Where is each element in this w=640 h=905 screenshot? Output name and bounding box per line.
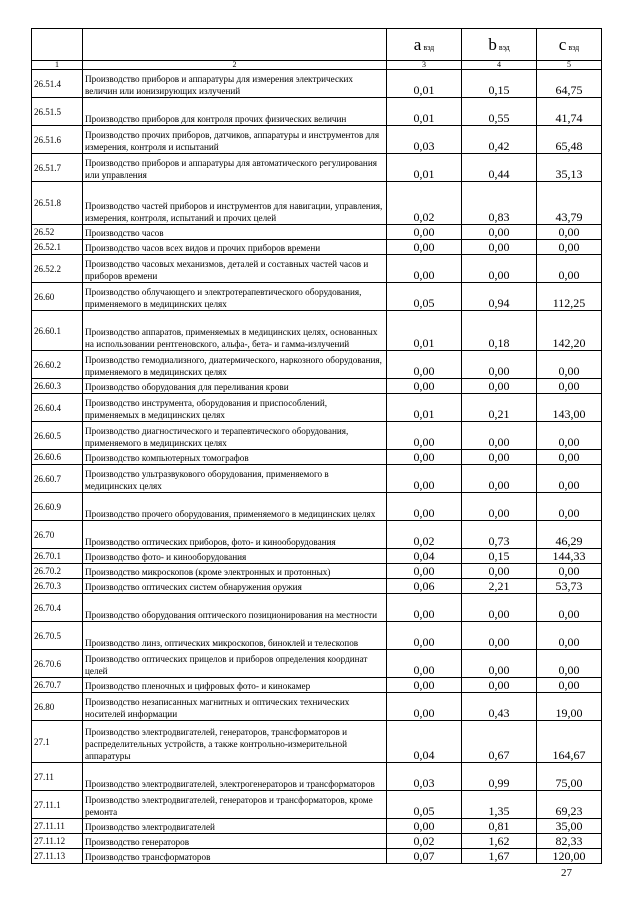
page-number: 27 [561,867,572,879]
row-value-c: 64,75 [537,70,602,98]
header-b-main: b [488,34,497,54]
row-value-c: 0,00 [537,450,602,465]
table-row [32,693,602,721]
row-code: 27.11.13 [32,849,83,864]
row-name: Производство генераторов [83,834,387,849]
row-value-b: 0,00 [462,465,537,493]
row-name: Производство оборудования для переливания крови [83,379,387,394]
row-name: Производство оптических приборов, фото- и кинооборудования [83,521,387,549]
row-value-c: 41,74 [537,98,602,126]
row-value-c: 0,00 [537,493,602,521]
row-value-c: 0,00 [537,240,602,255]
row-value-a: 0,00 [387,450,462,465]
row-value-a: 0,02 [387,182,462,225]
row-name: Производство часов всех видов и прочих приборов времени [83,240,387,255]
table-row [32,579,602,594]
coefficients-table [31,28,602,864]
table-row [32,255,602,283]
row-name: Производство приборов и аппаратуры для автоматического регулирования или управления [83,154,387,182]
row-value-a: 0,00 [387,693,462,721]
table-row [32,493,602,521]
row-value-b: 0,15 [462,70,537,98]
row-name: Производство незаписанных магнитных и оптических технических носителей информации [83,693,387,721]
row-value-a: 0,00 [387,564,462,579]
row-value-c: 0,00 [537,678,602,693]
row-name: Производство электродвигателей, электрогенераторов и трансформаторов [83,763,387,791]
row-value-a: 0,04 [387,549,462,564]
table-row [32,154,602,182]
row-value-b: 1,67 [462,849,537,864]
row-name: Производство компьютерных томографов [83,450,387,465]
row-name: Производство ультразвукового оборудования, применяемого в медицинских целях [83,465,387,493]
row-name: Производство фото- и кинооборудования [83,549,387,564]
table-row [32,450,602,465]
table-row [32,678,602,693]
row-value-b: 0,00 [462,351,537,379]
row-value-a: 0,01 [387,311,462,351]
header-row [32,29,602,61]
header-b-sub: вэд [498,42,510,52]
row-value-c: 0,00 [537,465,602,493]
table-row [32,763,602,791]
row-value-b: 1,62 [462,834,537,849]
row-value-b: 2,21 [462,579,537,594]
row-value-c: 0,00 [537,379,602,394]
row-name: Производство инструмента, оборудования и приспособлений, применяемых в медицинских целях [83,394,387,422]
table-row [32,225,602,240]
row-value-b: 0,00 [462,678,537,693]
row-name: Производство оптических систем обнаружения оружия [83,579,387,594]
table-row [32,379,602,394]
row-value-b: 0,42 [462,126,537,154]
row-name: Производство облучающего и электротерапевтического оборудования, применяемого в медицинских целях [83,283,387,311]
row-value-c: 35,13 [537,154,602,182]
row-name: Производство частей приборов и инструментов для навигации, управления, измерения, контроля, испытаний и прочих целей [83,182,387,225]
row-value-a: 0,00 [387,819,462,834]
row-code: 27.11.11 [32,819,83,834]
row-name: Производство приборов для контроля прочих физических величин [83,98,387,126]
row-value-b: 1,35 [462,791,537,819]
row-name: Производство электродвигателей, генераторов, трансформаторов и распределительных устройств, а также контрольно-измерительной аппаратуры [83,721,387,763]
row-value-b: 0,73 [462,521,537,549]
row-value-b: 0,00 [462,564,537,579]
column-number-2: 2 [83,61,387,70]
row-code: 26.70.6 [32,650,83,678]
row-value-c: 0,00 [537,622,602,650]
row-value-b: 0,00 [462,240,537,255]
row-value-a: 0,07 [387,849,462,864]
row-name: Производство часовых механизмов, деталей и составных частей часов и приборов времени [83,255,387,283]
row-value-a: 0,03 [387,763,462,791]
row-code: 27.1 [32,721,83,763]
table-row [32,182,602,225]
row-value-a: 0,00 [387,493,462,521]
row-value-c: 19,00 [537,693,602,721]
row-value-c: 0,00 [537,594,602,622]
row-value-a: 0,00 [387,379,462,394]
table-row [32,465,602,493]
row-code: 26.60 [32,283,83,311]
table-row [32,834,602,849]
row-value-c: 120,00 [537,849,602,864]
table-row [32,849,602,864]
row-name: Производство оптических прицелов и приборов определения координат целей [83,650,387,678]
table-row [32,240,602,255]
row-code: 26.60.9 [32,493,83,521]
row-value-a: 0,00 [387,240,462,255]
row-value-c: 0,00 [537,351,602,379]
row-code: 26.70.3 [32,579,83,594]
row-name: Производство трансформаторов [83,849,387,864]
row-value-a: 0,03 [387,126,462,154]
row-value-c: 0,00 [537,422,602,450]
header-code [32,29,83,61]
row-value-c: 142,20 [537,311,602,351]
row-code: 26.70.5 [32,622,83,650]
header-b [462,29,537,61]
table-row [32,650,602,678]
row-code: 27.11.1 [32,791,83,819]
row-name: Производство линз, оптических микроскопов, биноклей и телескопов [83,622,387,650]
row-value-c: 164,67 [537,721,602,763]
header-a-main: a [413,34,422,54]
row-code: 26.52.1 [32,240,83,255]
row-value-a: 0,00 [387,422,462,450]
table-row [32,549,602,564]
column-number-3: 3 [387,61,462,70]
row-value-c: 82,33 [537,834,602,849]
header-a [387,29,462,61]
row-value-b: 0,18 [462,311,537,351]
row-value-a: 0,00 [387,678,462,693]
row-value-c: 144,33 [537,549,602,564]
row-code: 26.60.2 [32,351,83,379]
row-name: Производство электродвигателей, генераторов и трансформаторов, кроме ремонта [83,791,387,819]
row-value-a: 0,01 [387,98,462,126]
row-code: 26.70.1 [32,549,83,564]
table-row [32,622,602,650]
header-c [537,29,602,61]
row-value-b: 0,00 [462,493,537,521]
row-code: 26.51.6 [32,126,83,154]
row-value-b: 0,00 [462,650,537,678]
row-value-c: 69,23 [537,791,602,819]
row-value-c: 75,00 [537,763,602,791]
row-value-b: 0,15 [462,549,537,564]
table-row [32,98,602,126]
row-value-c: 112,25 [537,283,602,311]
row-name: Производство диагностического и терапевтического оборудования, применяемого в медицинских целях [83,422,387,450]
row-code: 26.52.2 [32,255,83,283]
column-number-row [32,61,602,70]
row-value-a: 0,05 [387,283,462,311]
row-value-c: 0,00 [537,564,602,579]
row-code: 26.60.6 [32,450,83,465]
row-code: 27.11 [32,763,83,791]
row-code: 26.70.7 [32,678,83,693]
row-name: Производство прочего оборудования, применяемого в медицинских целях [83,493,387,521]
row-value-a: 0,05 [387,791,462,819]
row-name: Производство часов [83,225,387,240]
row-value-c: 35,00 [537,819,602,834]
row-value-b: 0,00 [462,622,537,650]
row-value-a: 0,04 [387,721,462,763]
row-name: Производство пленочных и цифровых фото- и кинокамер [83,678,387,693]
table-row [32,394,602,422]
table-row [32,422,602,450]
table-body [32,70,602,864]
row-code: 26.51.8 [32,182,83,225]
row-value-c: 0,00 [537,650,602,678]
row-value-a: 0,02 [387,521,462,549]
row-code: 26.70.2 [32,564,83,579]
row-code: 26.52 [32,225,83,240]
row-value-a: 0,06 [387,579,462,594]
row-value-a: 0,00 [387,351,462,379]
document-page [31,28,601,864]
row-value-b: 0,44 [462,154,537,182]
row-value-a: 0,00 [387,594,462,622]
row-code: 26.51.4 [32,70,83,98]
row-value-b: 0,00 [462,225,537,240]
table-row [32,564,602,579]
row-value-b: 0,99 [462,763,537,791]
row-value-c: 43,79 [537,182,602,225]
row-value-b: 0,81 [462,819,537,834]
table-row [32,351,602,379]
row-code: 26.60.3 [32,379,83,394]
column-number-1: 1 [32,61,83,70]
row-value-b: 0,83 [462,182,537,225]
row-value-c: 0,00 [537,255,602,283]
row-value-c: 0,00 [537,225,602,240]
row-code: 26.51.7 [32,154,83,182]
row-name: Производство оборудования оптического позиционирования на местности [83,594,387,622]
row-name: Производство прочих приборов, датчиков, аппаратуры и инструментов для измерения, контроля и испытаний [83,126,387,154]
row-value-b: 0,55 [462,98,537,126]
row-code: 26.80 [32,693,83,721]
header-a-sub: вэд [423,42,435,52]
row-name: Производство электродвигателей [83,819,387,834]
column-number-5: 5 [537,61,602,70]
row-value-a: 0,02 [387,834,462,849]
row-value-a: 0,00 [387,622,462,650]
row-code: 26.60.1 [32,311,83,351]
row-name: Производство аппаратов, применяемых в медицинских целях, основанных на использовании рентгеновского, альфа-, бета- и гамма-излучений [83,311,387,351]
row-code: 26.51.5 [32,98,83,126]
row-value-a: 0,00 [387,465,462,493]
table-row [32,791,602,819]
row-value-b: 0,00 [462,379,537,394]
table-row [32,594,602,622]
table-row [32,126,602,154]
row-value-a: 0,01 [387,70,462,98]
table-row [32,283,602,311]
table-row [32,521,602,549]
header-c-sub: вэд [568,42,580,52]
table-row [32,819,602,834]
row-code: 26.60.5 [32,422,83,450]
row-value-c: 46,29 [537,521,602,549]
header-c-main: c [558,34,567,54]
row-name: Производство приборов и аппаратуры для измерения электрических величин или ионизирующих излучений [83,70,387,98]
row-value-b: 0,94 [462,283,537,311]
row-value-b: 0,00 [462,450,537,465]
row-value-c: 65,48 [537,126,602,154]
row-value-c: 53,73 [537,579,602,594]
row-name: Производство микроскопов (кроме электронных и протонных) [83,564,387,579]
row-value-b: 0,67 [462,721,537,763]
row-value-b: 0,21 [462,394,537,422]
table-row [32,311,602,351]
row-value-b: 0,00 [462,422,537,450]
row-value-b: 0,43 [462,693,537,721]
row-code: 26.60.4 [32,394,83,422]
row-value-a: 0,00 [387,255,462,283]
column-number-4: 4 [462,61,537,70]
table-row [32,70,602,98]
row-value-a: 0,00 [387,650,462,678]
row-value-a: 0,00 [387,225,462,240]
row-value-c: 143,00 [537,394,602,422]
row-name: Производство гемодиализного, диатермического, наркозного оборудования, применяемого в медицинских целях [83,351,387,379]
row-value-a: 0,01 [387,154,462,182]
row-code: 27.11.12 [32,834,83,849]
row-value-b: 0,00 [462,255,537,283]
header-name [83,29,387,61]
row-code: 26.70 [32,521,83,549]
row-code: 26.60.7 [32,465,83,493]
row-value-b: 0,00 [462,594,537,622]
row-code: 26.70.4 [32,594,83,622]
row-value-a: 0,01 [387,394,462,422]
table-row [32,721,602,763]
